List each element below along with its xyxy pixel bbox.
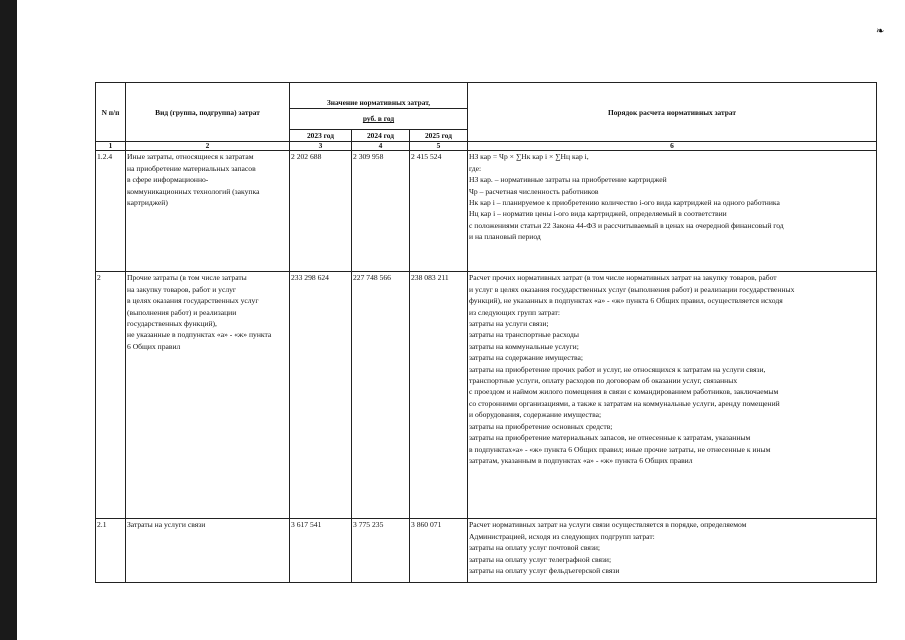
cost-type-line: (выполнения работ) и реализации [127,307,237,317]
table-row [96,151,877,272]
cost-type-cell [126,519,290,583]
value-2023: 3 617 541 [290,519,352,583]
order-line: Расчет прочих нормативных затрат (в том числе нормативных затрат на закупку товаров, работ [469,273,777,283]
cost-type-line: Иные затраты, относящиеся к затратам [127,152,254,162]
value-2023: 2 202 688 [290,151,352,272]
table-row [96,519,877,583]
order-line: Чр – расчетная численность работников [469,186,599,196]
calculation-order-cell [468,272,877,519]
order-line: и на плановый период [469,232,541,242]
value-2024: 227 748 566 [352,272,410,519]
value-2025: 238 083 211 [410,272,468,519]
column-number: 3 [290,142,352,151]
order-line: из следующих групп затрат: [469,307,560,317]
order-line: где: [469,163,482,173]
cost-type-line: 6 Общих правил [127,341,181,351]
order-line: затраты на оплату услуг почтовой связи; [469,543,601,553]
order-line: Нк кар i – планируемое к приобретению количество i-ого вида картриджей на одного работника [469,198,780,208]
order-line: Администрацией, исходя из следующих подгрупп затрат: [469,531,655,541]
order-line: функций), не указанных в подпунктах «а» - «ж» пункта 6 Общих правил, осуществляется исходя [469,296,783,306]
cost-type-line: в сфере информационно- [127,175,209,185]
column-number: 6 [468,142,877,151]
header-year-2024: 2024 год [352,130,410,142]
page-corner-mark: ❧ [876,26,885,37]
cost-type-cell [126,272,290,519]
column-number: 5 [410,142,468,151]
header-year-2025: 2025 год [410,130,468,142]
column-numbers-row [96,142,877,151]
document-page [95,82,877,583]
header-col-order: Порядок расчета нормативных затрат [468,83,877,142]
row-number: 2.1 [96,519,126,583]
cost-type-line: государственных функций), [127,319,217,329]
order-line: затраты на приобретение материальных запасов, не отнесенные к затратам, указанным [469,433,751,443]
order-line: с проездом и наймом жилого помещения в связи с командированием работников, заключаемым [469,387,779,397]
header-value-unit: руб. в год [290,109,468,130]
cost-type-line: коммуникационных технологий (закупка [127,186,260,196]
cost-type-line: не указанные в подпунктах «а» - «ж» пункта [127,330,272,340]
cost-type-line: на приобретение материальных запасов [127,163,256,173]
order-line: НЗ кар. – нормативные затраты на приобретение картриджей [469,175,667,185]
value-2024: 2 309 958 [352,151,410,272]
calculation-order-cell [468,519,877,583]
order-line: со сторонними организациями, а также к затратам на коммунальные услуги, аренду помещений [469,398,780,408]
table-row [96,272,877,519]
order-line: транспортные услуги, оплату расходов по договорам об оказании услуг, связанных [469,376,738,386]
order-line: Нц кар i – норматив цены i-ого вида картриджей, определяемый в соответствии [469,209,727,219]
order-line: затраты на услуги связи; [469,319,549,329]
value-2025: 3 860 071 [410,519,468,583]
order-line: НЗ кар = Чр × ∑Нк кар i × ∑Нц кар i, [469,152,589,162]
cost-type-cell [126,151,290,272]
cost-type-line: на закупку товаров, работ и услуг [127,284,237,294]
order-line: Расчет нормативных затрат на услуги связи осуществляется в порядке, определяемом [469,520,747,530]
value-2024: 3 775 235 [352,519,410,583]
cost-type-line: Прочие затраты (в том числе затраты [127,273,247,283]
row-number: 2 [96,272,126,519]
order-line: и оборудования, содержание имущества; [469,410,602,420]
value-2025: 2 415 524 [410,151,468,272]
order-line: затраты на приобретение прочих работ и услуг, не относящихся к затратам на услуги связи, [469,364,766,374]
order-line: затраты на приобретение основных средств; [469,421,613,431]
order-line: в подпунктах«а» - «ж» пункта 6 Общих правил; иные прочие затраты, не отнесенные к иным [469,444,771,454]
order-line: затраты на оплату услуг фельдъегерской связи [469,566,620,576]
column-number: 4 [352,142,410,151]
calculation-order-cell [468,151,877,272]
row-number: 1.2.4 [96,151,126,272]
header-col-no: N п/п [96,83,126,142]
column-number: 2 [126,142,290,151]
cost-type-line: Затраты на услуги связи [127,520,206,530]
order-line: затраты на содержание имущества; [469,353,583,363]
order-line: затратам, указанным в подпунктах «а» - «ж» пункта 6 Общих правил [469,455,693,465]
header-year-2023: 2023 год [290,130,352,142]
cost-type-line: картриджей) [127,198,168,208]
scan-left-edge [0,0,17,640]
order-line: затраты на коммунальные услуги; [469,341,579,351]
value-2023: 233 298 624 [290,272,352,519]
header-value-title: Значение нормативных затрат, [290,83,468,109]
order-line: с положениями статьи 22 Закона 44-ФЗ и рассчитываемый в ценах на очередной финансовый год [469,220,784,230]
column-number: 1 [96,142,126,151]
order-line: и услуг в целях оказания государственных услуг (выполнения работ) и реализации государственных [469,284,795,294]
header-col-type: Вид (группа, подгруппа) затрат [126,83,290,142]
order-line: затраты на транспортные расходы [469,330,580,340]
normative-costs-table [95,82,877,583]
cost-type-line: в целях оказания государственных услуг [127,296,259,306]
order-line: затраты на оплату услуг телеграфной связи; [469,554,612,564]
